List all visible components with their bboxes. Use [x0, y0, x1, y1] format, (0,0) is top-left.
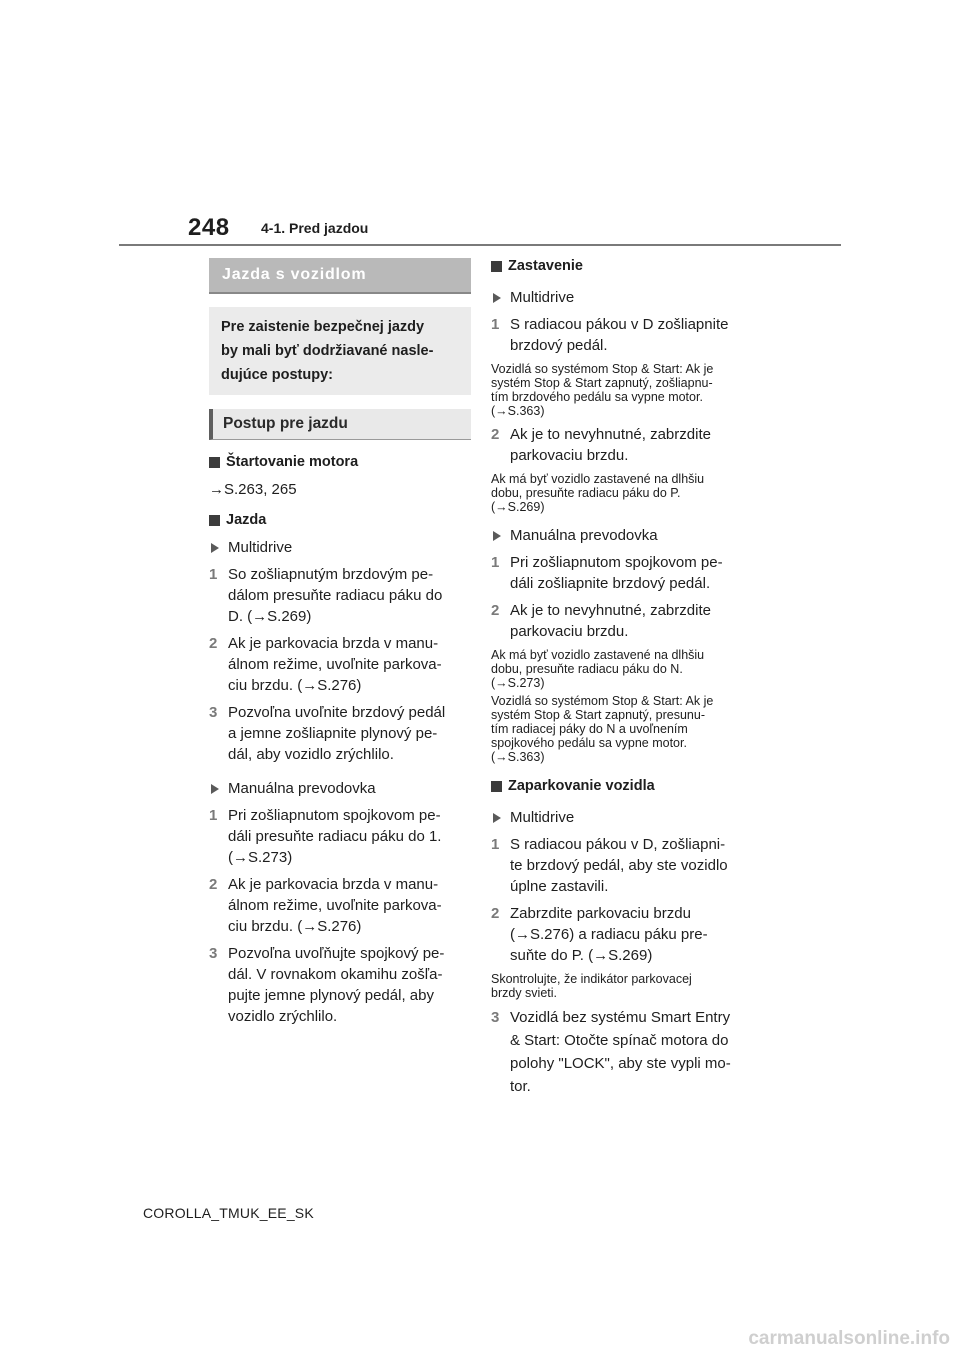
- step-text: [228, 874, 442, 937]
- text-line: Zabrzdite parkovaciu brzdu: [510, 905, 691, 922]
- text-line: te brzdový pedál, aby ste vozidlo: [510, 857, 728, 874]
- heading-text: Zaparkovanie vozidla: [508, 778, 655, 794]
- text-line: parkovaciu brzdu.: [510, 447, 629, 464]
- text-line: S radiacou pákou v D, zošliapni-: [510, 836, 726, 853]
- text-line: tím radiacej páky do N a uvoľnením: [491, 722, 688, 736]
- right-column: [491, 256, 757, 1098]
- step-text: [228, 633, 442, 696]
- step-text: [510, 552, 723, 594]
- header-divider: [119, 244, 841, 246]
- step-number: 2: [209, 876, 218, 893]
- text-line: ciu brzdu. (→S.276): [228, 677, 362, 694]
- square-bullet-icon: [491, 261, 502, 272]
- item-text: Multidrive: [510, 809, 575, 826]
- text-line: dáli presuňte radiacu páku do 1.: [228, 828, 442, 845]
- text-line: suňte do P. (→S.269): [510, 947, 653, 964]
- step: [491, 600, 757, 642]
- step: [491, 552, 757, 594]
- text-line: Pozvoľna uvoľňujte spojkový pe-: [228, 945, 445, 962]
- step-number: 2: [491, 905, 500, 922]
- text-line: ciu brzdu. (→S.276): [228, 918, 362, 935]
- step-number: 1: [491, 554, 500, 571]
- text-line: a jemne zošliapnite plynový pe-: [228, 725, 438, 742]
- left-column: [209, 256, 471, 1027]
- triangle-bullet-icon: [211, 784, 219, 794]
- text-line: Ak je to nevyhnutné, zabrzdite: [510, 426, 711, 443]
- text-line: dobu, presuňte radiacu páku do N.: [491, 662, 683, 676]
- text-line: systém Stop & Start zapnutý, presunu-: [491, 708, 705, 722]
- text-line: tím brzdového pedálu sa vypne motor.: [491, 390, 703, 404]
- step-number: 1: [491, 836, 500, 853]
- sub-item-multidrive: [491, 288, 757, 308]
- text-line: dálom presuňte radiacu páku do: [228, 587, 443, 604]
- text-line: Ak je parkovacia brzda v manu-: [228, 876, 439, 893]
- step: [491, 834, 757, 897]
- text-line: S radiacou pákou v D zošliapnite: [510, 316, 729, 333]
- text-line: systém Stop & Start zapnutý, zošliapnu-: [491, 376, 713, 390]
- intro-box: [209, 307, 471, 395]
- step-text: [228, 805, 441, 868]
- step-text: [510, 903, 708, 966]
- text-line: Ak je to nevyhnutné, zabrzdite: [510, 602, 711, 619]
- text-line: (→S.363): [491, 404, 545, 418]
- text-line: (→S.273): [228, 849, 293, 866]
- sub-item-multidrive: [209, 538, 471, 558]
- text-line: Pri zošliapnutom spojkovom pe-: [228, 807, 441, 824]
- text-line: by mali byť dodržiavané nasle-: [221, 343, 434, 359]
- text-line: D. (→S.269): [228, 608, 312, 625]
- text-line: & Start: Otočte spínač motora do: [510, 1032, 729, 1049]
- step-number: 1: [209, 566, 218, 583]
- text-line: polohy "LOCK", aby ste vypli mo-: [510, 1055, 731, 1072]
- step-text: [228, 702, 445, 765]
- item-text: Manuálna prevodovka: [228, 780, 376, 797]
- page-reference: →S.263, 265: [209, 481, 297, 498]
- heading-parking: [491, 776, 757, 796]
- item-text: Multidrive: [510, 289, 575, 306]
- note: [491, 972, 757, 1000]
- step-number: 3: [209, 704, 218, 721]
- text-line: spojkového pedálu sa vypne motor.: [491, 736, 687, 750]
- item-text: Manuálna prevodovka: [510, 527, 658, 544]
- step-number: 3: [209, 945, 218, 962]
- square-bullet-icon: [491, 781, 502, 792]
- step-text: [510, 424, 711, 466]
- text-line: dál, aby vozidlo zrýchlilo.: [228, 746, 394, 763]
- step: [491, 903, 757, 966]
- note: [491, 648, 757, 690]
- text-line: (→S.363): [491, 750, 545, 764]
- heading-starting-engine: [209, 452, 471, 472]
- step-number: 2: [209, 635, 218, 652]
- text-line: Pre zaistenie bezpečnej jazdy: [221, 319, 425, 335]
- note: [491, 472, 757, 514]
- triangle-bullet-icon: [493, 813, 501, 823]
- text-line: So zošliapnutým brzdovým pe-: [228, 566, 434, 583]
- step: [209, 874, 471, 937]
- square-bullet-icon: [209, 515, 220, 526]
- text-line: Ak je parkovacia brzda v manu-: [228, 635, 439, 652]
- step-text: [510, 834, 728, 897]
- sub-item-manual: [209, 779, 471, 799]
- square-bullet-icon: [209, 457, 220, 468]
- step-number: 1: [491, 316, 500, 333]
- step: [209, 943, 471, 1027]
- text-line: (→S.269): [491, 500, 545, 514]
- step-text: [228, 943, 444, 1027]
- text-line: parkovaciu brzdu.: [510, 623, 629, 640]
- text-line: Pozvoľna uvoľnite brzdový pedál: [228, 704, 446, 721]
- triangle-bullet-icon: [211, 543, 219, 553]
- text-line: Vozidlá so systémom Stop & Start: Ak je: [491, 362, 714, 376]
- text-line: Vozidlá so systémom Stop & Start: Ak je: [491, 694, 714, 708]
- text-line: dál. V rovnakom okamihu zošľa-: [228, 966, 443, 983]
- step: [491, 1006, 757, 1098]
- heading-text: Štartovanie motora: [226, 454, 359, 470]
- heading-text: Jazda: [226, 512, 267, 528]
- text-line: Vozidlá bez systému Smart Entry: [510, 1009, 731, 1026]
- page-number: 248: [188, 214, 230, 241]
- step-text: [510, 314, 728, 356]
- step-number: 3: [491, 1009, 500, 1026]
- text-line: vozidlo zrýchlilo.: [228, 1008, 338, 1025]
- step-text: [510, 1006, 731, 1098]
- sub-item-multidrive: [491, 808, 757, 828]
- step-number: 2: [491, 426, 500, 443]
- text-line: álnom režime, uvoľnite parkova-: [228, 656, 442, 673]
- heading-stopping: [491, 256, 757, 276]
- text-line: Pri zošliapnutom spojkovom pe-: [510, 554, 723, 571]
- text-line: Skontrolujte, že indikátor parkovacej: [491, 972, 692, 986]
- text-line: brzdový pedál.: [510, 337, 608, 354]
- step: [209, 702, 471, 765]
- heading-text: Zastavenie: [508, 258, 583, 274]
- text-line: tor.: [510, 1078, 531, 1095]
- text-line: úplne zastavili.: [510, 878, 609, 895]
- triangle-bullet-icon: [493, 531, 501, 541]
- text-line: (→S.276) a radiacu páku pre-: [510, 926, 708, 943]
- note: [491, 694, 757, 764]
- text-line: álnom režime, uvoľnite parkova-: [228, 897, 442, 914]
- subsection-title: Postup pre jazdu: [209, 409, 471, 440]
- step: [209, 633, 471, 696]
- text-line: dáli zošliapnite brzdový pedál.: [510, 575, 711, 592]
- step-text: [228, 564, 442, 627]
- step: [491, 424, 757, 466]
- text-line: (→S.273): [491, 676, 545, 690]
- step: [209, 564, 471, 627]
- sub-item-manual: [491, 526, 757, 546]
- text-line: dobu, presuňte radiacu páku do P.: [491, 486, 681, 500]
- text-line: Ak má byť vozidlo zastavené na dlhšiu: [491, 648, 705, 662]
- watermark: carmanualsonline.info: [748, 1328, 950, 1349]
- text-line: Ak má byť vozidlo zastavené na dlhšiu: [491, 472, 705, 486]
- step: [491, 314, 757, 356]
- step-number: 1: [209, 807, 218, 824]
- note: [491, 362, 757, 418]
- step-number: 2: [491, 602, 500, 619]
- step: [209, 805, 471, 868]
- step-text: [510, 600, 711, 642]
- section-label: 4-1. Pred jazdou: [261, 220, 369, 236]
- triangle-bullet-icon: [493, 293, 501, 303]
- document-code: COROLLA_TMUK_EE_SK: [143, 1205, 314, 1221]
- text-line: pujte jemne plynový pedál, aby: [228, 987, 434, 1004]
- text-line: dujúce postupy:: [221, 367, 333, 383]
- text-line: brzdy svieti.: [491, 986, 557, 1000]
- heading-driving: [209, 510, 471, 530]
- item-text: Multidrive: [228, 539, 293, 556]
- section-title: Jazda s vozidlom: [209, 258, 471, 294]
